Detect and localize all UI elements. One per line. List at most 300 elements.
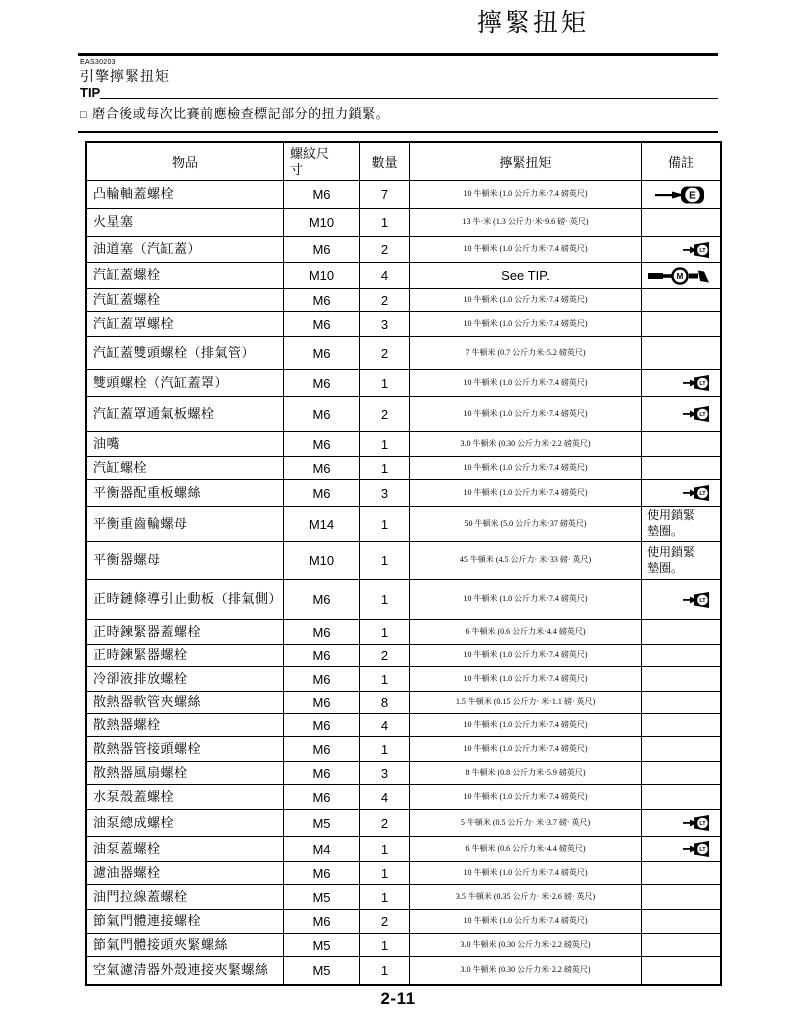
item-cell (87, 370, 284, 397)
quantity-cell (360, 181, 410, 209)
quantity-cell (360, 934, 410, 957)
torque-value: 3.0 牛頓米 (0.30 公斤力米·2.2 磅英尺) (460, 965, 591, 975)
torque-cell (410, 737, 642, 762)
quantity-value: 1 (380, 553, 389, 568)
item-label: 平衡器配重板螺絲 (93, 484, 202, 500)
item-label: 濾油器螺栓 (93, 864, 161, 880)
torque-value: 10 牛頓米 (1.0 公斤力米·7.4 磅英尺) (463, 189, 588, 199)
torque-cell (410, 289, 642, 312)
torque-cell (410, 209, 642, 237)
quantity-cell (360, 762, 410, 785)
table-row (87, 957, 720, 984)
remarks-cell (642, 645, 720, 667)
torque-value: 10 牛頓米 (1.0 公斤力米·7.4 磅英尺) (463, 867, 588, 877)
quantity-value: 4 (380, 717, 389, 733)
header-item-label: 物品 (171, 155, 198, 170)
item-cell (87, 737, 284, 762)
thread-size-cell (284, 432, 360, 457)
item-label: 油泵蓋螺栓 (93, 840, 161, 856)
torque-cell (410, 542, 642, 580)
item-cell (87, 181, 284, 209)
loctite-icon (682, 840, 712, 858)
remarks-cell (642, 457, 720, 480)
quantity-value: 1 (380, 624, 389, 640)
item-label: 節氣門體接頭夾緊螺絲 (93, 936, 229, 952)
item-label: 正時鏈條導引止動板（排氣側） (93, 591, 283, 607)
remarks-cell (642, 263, 720, 289)
remarks-cell (642, 810, 720, 837)
remarks-cell (642, 432, 720, 457)
section-heading: 引擎擰緊扭矩 (80, 70, 170, 85)
table-row (87, 837, 720, 862)
header-remarks (642, 143, 720, 181)
bullet-icon: □ (80, 109, 88, 121)
thread-size-value: M6 (312, 695, 331, 710)
torque-cell (410, 692, 642, 714)
item-label: 雙頭螺栓（汽缸蓋罩） (93, 374, 229, 390)
thread-size-value: M6 (312, 406, 331, 422)
header-quantity-label: 數量 (371, 155, 398, 170)
item-cell (87, 337, 284, 370)
torque-cell (410, 370, 642, 397)
item-cell (87, 957, 284, 984)
remarks-cell (642, 785, 720, 810)
quantity-cell (360, 885, 410, 910)
torque-value: 6 牛頓米 (0.6 公斤力米·4.4 磅英尺) (465, 843, 586, 853)
item-cell (87, 397, 284, 432)
table-row (87, 885, 720, 910)
quantity-value: 1 (380, 841, 389, 857)
thread-size-cell (284, 507, 360, 542)
torque-cell (410, 237, 642, 263)
torque-cell (410, 507, 642, 542)
remarks-cell (642, 667, 720, 692)
thread-size-value: M6 (312, 187, 331, 202)
remarks-cell (642, 885, 720, 910)
quantity-cell (360, 209, 410, 237)
torque-cell (410, 810, 642, 837)
torque-value: 50 牛頓米 (5.0 公斤力米·37 磅英尺) (464, 518, 587, 528)
table-row (87, 785, 720, 810)
table-row (87, 762, 720, 785)
remarks-cell (642, 957, 720, 984)
torque-cell (410, 620, 642, 645)
remarks-cell (642, 762, 720, 785)
tip-section-rule (78, 131, 718, 133)
table-row (87, 645, 720, 667)
tip-note-line (80, 103, 389, 122)
quantity-value: 1 (380, 215, 389, 230)
quantity-value: 3 (380, 316, 389, 332)
torque-cell (410, 312, 642, 337)
torque-value: 10 牛頓米 (1.0 公斤力米·7.4 磅英尺) (463, 377, 588, 387)
svg-text:E: E (689, 189, 696, 201)
quantity-cell (360, 837, 410, 862)
thread-size-value: M6 (312, 292, 331, 308)
item-label: 油泵總成螺栓 (93, 814, 175, 830)
table-row (87, 810, 720, 837)
table-body (87, 181, 720, 984)
item-label: 汽缸蓋螺栓 (93, 291, 161, 307)
torque-cell (410, 397, 642, 432)
header-thread-size-label: 螺紋尺寸 (290, 145, 330, 177)
loctite-icon (682, 591, 712, 609)
thread-size-value: M6 (312, 316, 331, 332)
item-label: 冷卻液排放螺栓 (93, 670, 188, 686)
torque-value: 10 牛頓米 (1.0 公斤力米·7.4 磅英尺) (463, 462, 588, 472)
quantity-cell (360, 957, 410, 984)
thread-size-value: M6 (312, 624, 331, 640)
thread-size-value: M6 (312, 242, 331, 257)
item-label: 正時鍊緊器螺栓 (93, 647, 188, 663)
quantity-value: 1 (380, 865, 389, 881)
quantity-cell (360, 785, 410, 810)
quantity-cell (360, 237, 410, 263)
quantity-cell (360, 289, 410, 312)
quantity-cell (360, 507, 410, 542)
torque-value: 10 牛頓米 (1.0 公斤力米·7.4 磅英尺) (463, 408, 588, 418)
thread-size-value: M6 (312, 375, 331, 391)
remarks-cell (642, 507, 720, 542)
thread-size-cell (284, 885, 360, 910)
svg-text:LT: LT (699, 381, 706, 387)
thread-size-cell (284, 237, 360, 263)
torque-value: 10 牛頓米 (1.0 公斤力米·7.4 磅英尺) (463, 791, 588, 801)
item-cell (87, 312, 284, 337)
table-row (87, 209, 720, 237)
quantity-cell (360, 737, 410, 762)
item-label: 凸輪軸蓋螺栓 (93, 186, 175, 202)
remarks-cell (642, 397, 720, 432)
thread-size-value: M6 (312, 345, 331, 361)
header-torque (410, 143, 642, 181)
thread-size-cell (284, 692, 360, 714)
svg-text:LT: LT (699, 491, 706, 497)
item-cell (87, 862, 284, 885)
item-cell (87, 885, 284, 910)
quantity-cell (360, 667, 410, 692)
item-cell (87, 542, 284, 580)
thread-size-value: M14 (308, 516, 335, 532)
thread-size-value: M6 (312, 485, 331, 501)
remarks-cell (642, 580, 720, 620)
item-label: 汽缸蓋罩螺栓 (93, 315, 175, 331)
table-row (87, 620, 720, 645)
item-cell (87, 209, 284, 237)
table-row (87, 263, 720, 289)
table-row (87, 457, 720, 480)
item-label: 油嘴 (93, 435, 121, 451)
quantity-value: 2 (380, 242, 389, 257)
header-torque-label: 擰緊扭矩 (499, 155, 552, 170)
table-row (87, 289, 720, 312)
quantity-cell (360, 397, 410, 432)
quantity-value: 2 (380, 406, 389, 422)
torque-value: 3.0 牛頓米 (0.30 公斤力米·2.2 磅英尺) (460, 939, 591, 949)
table-row (87, 580, 720, 620)
svg-text:LT: LT (699, 597, 706, 604)
thread-size-value: M6 (312, 717, 331, 733)
table-row (87, 181, 720, 209)
quantity-cell (360, 580, 410, 620)
item-cell (87, 432, 284, 457)
thread-size-cell (284, 580, 360, 620)
item-cell (87, 910, 284, 934)
quantity-cell (360, 263, 410, 289)
thread-size-value: M6 (312, 741, 331, 757)
svg-text:LT: LT (699, 247, 706, 254)
remarks-cell (642, 542, 720, 580)
torque-value: See TIP. (501, 267, 550, 283)
quantity-cell (360, 714, 410, 737)
torque-cell (410, 263, 642, 289)
remarks-cell (642, 692, 720, 714)
thread-size-cell (284, 397, 360, 432)
svg-text:LT: LT (699, 847, 706, 853)
header-item (87, 143, 284, 181)
remarks-cell (642, 837, 720, 862)
table-row (87, 542, 720, 580)
quantity-cell (360, 692, 410, 714)
remarks-cell (642, 862, 720, 885)
thread-size-cell (284, 667, 360, 692)
item-label: 散熱器軟管夾螺絲 (93, 694, 202, 710)
torque-value: 10 牛頓米 (1.0 公斤力米·7.4 磅英尺) (463, 244, 588, 254)
quantity-value: 3 (380, 485, 389, 501)
torque-value: 10 牛頓米 (1.0 公斤力米·7.4 磅英尺) (463, 650, 588, 660)
thread-size-cell (284, 862, 360, 885)
remark-note: 使用鎖緊墊圈。 (647, 508, 696, 538)
table-row (87, 862, 720, 885)
table-row (87, 737, 720, 762)
torque-cell (410, 957, 642, 984)
torque-table (85, 141, 722, 986)
item-label: 油道塞（汽缸蓋） (93, 241, 202, 257)
torque-cell (410, 785, 642, 810)
table-row (87, 667, 720, 692)
torque-value: 3.5 牛頓米 (0.35 公斤力· 米·2.6 磅· 英尺) (455, 891, 596, 901)
thread-size-cell (284, 645, 360, 667)
header-quantity (360, 143, 410, 181)
thread-size-value: M6 (312, 765, 331, 781)
remarks-cell (642, 370, 720, 397)
quantity-value: 7 (380, 187, 389, 202)
svg-text:LT: LT (699, 821, 706, 827)
molybdenum-grease-icon (648, 266, 714, 286)
thread-size-cell (284, 837, 360, 862)
remarks-cell (642, 934, 720, 957)
table-row (87, 507, 720, 542)
table-row (87, 910, 720, 934)
quantity-value: 1 (380, 889, 389, 905)
engine-oil-icon (655, 185, 707, 205)
torque-value: 8 牛頓米 (0.8 公斤力米·5.9 磅英尺) (465, 767, 586, 777)
item-label: 油門拉線蓋螺栓 (93, 888, 188, 904)
thread-size-value: M5 (312, 889, 331, 905)
loctite-icon (682, 405, 712, 423)
quantity-cell (360, 910, 410, 934)
item-cell (87, 263, 284, 289)
loctite-icon (682, 374, 712, 392)
page-title: 擰緊扭矩 (477, 10, 590, 37)
item-label: 散熱器管接頭螺栓 (93, 740, 202, 756)
torque-value: 10 牛頓米 (1.0 公斤力米·7.4 磅英尺) (463, 318, 588, 328)
remark-note: 使用鎖緊墊圈。 (647, 544, 696, 575)
loctite-icon (682, 241, 712, 259)
thread-size-cell (284, 620, 360, 645)
remarks-cell (642, 312, 720, 337)
torque-value: 10 牛頓米 (1.0 公斤力米·7.4 磅英尺) (463, 673, 588, 683)
thread-size-cell (284, 312, 360, 337)
thread-size-value: M6 (312, 436, 331, 452)
quantity-cell (360, 432, 410, 457)
tip-note-text: 磨合後或每次比賽前應檢查標記部分的扭力鎖緊。 (92, 106, 390, 121)
remarks-cell (642, 714, 720, 737)
torque-cell (410, 934, 642, 957)
item-label: 汽缸螺栓 (93, 459, 148, 475)
item-cell (87, 480, 284, 507)
thread-size-cell (284, 762, 360, 785)
item-cell (87, 580, 284, 620)
torque-value: 10 牛頓米 (1.0 公斤力米·7.4 磅英尺) (463, 594, 588, 604)
table-row (87, 934, 720, 957)
torque-cell (410, 714, 642, 737)
quantity-value: 1 (380, 671, 389, 687)
top-rule (78, 53, 718, 56)
torque-cell (410, 667, 642, 692)
quantity-cell (360, 862, 410, 885)
torque-value: 10 牛頓米 (1.0 公斤力米·7.4 磅英尺) (463, 916, 588, 926)
header-remarks-label: 備註 (667, 155, 694, 170)
quantity-cell (360, 337, 410, 370)
thread-size-value: M5 (312, 815, 331, 831)
table-row (87, 480, 720, 507)
torque-value: 5 牛頓米 (0.5 公斤力· 米·3.7 磅· 英尺) (460, 817, 591, 827)
torque-value: 45 牛頓米 (4.5 公斤力· 米·33 磅· 英尺) (459, 555, 592, 565)
item-cell (87, 785, 284, 810)
item-label: 汽缸蓋罩通氣板螺栓 (93, 405, 215, 421)
thread-size-cell (284, 370, 360, 397)
torque-value: 6 牛頓米 (0.6 公斤力米·4.4 磅英尺) (465, 626, 586, 636)
item-cell (87, 667, 284, 692)
section-code: EAS30203 (80, 59, 116, 66)
torque-cell (410, 480, 642, 507)
remarks-cell (642, 181, 720, 209)
thread-size-cell (284, 542, 360, 580)
thread-size-value: M4 (312, 841, 331, 857)
thread-size-value: M6 (312, 460, 331, 476)
quantity-value: 1 (380, 741, 389, 757)
item-cell (87, 762, 284, 785)
quantity-cell (360, 312, 410, 337)
quantity-cell (360, 370, 410, 397)
thread-size-cell (284, 737, 360, 762)
quantity-value: 1 (380, 937, 389, 953)
quantity-value: 2 (380, 648, 389, 663)
svg-text:M: M (676, 271, 684, 281)
torque-value: 10 牛頓米 (1.0 公斤力米·7.4 磅英尺) (463, 743, 588, 753)
thread-size-value: M6 (312, 914, 331, 929)
quantity-value: 1 (380, 963, 389, 978)
svg-text:LT: LT (699, 412, 706, 418)
loctite-icon (682, 814, 712, 832)
remarks-cell (642, 337, 720, 370)
quantity-value: 1 (380, 516, 389, 532)
item-cell (87, 457, 284, 480)
item-cell (87, 620, 284, 645)
page-number: 2-11 (380, 989, 416, 1008)
item-cell (87, 837, 284, 862)
thread-size-cell (284, 263, 360, 289)
torque-cell (410, 910, 642, 934)
table-row (87, 312, 720, 337)
torque-value: 3.0 牛頓米 (0.30 公斤力米·2.2 磅英尺) (460, 438, 591, 448)
thread-size-value: M6 (312, 671, 331, 687)
thread-size-value: M6 (312, 592, 331, 607)
item-label: 火星塞 (93, 214, 134, 230)
item-label: 汽缸蓋雙頭螺栓（排氣管） (93, 344, 256, 360)
torque-value: 10 牛頓米 (1.0 公斤力米·7.4 磅英尺) (463, 719, 588, 729)
thread-size-value: M5 (312, 963, 331, 978)
thread-size-cell (284, 785, 360, 810)
item-label: 正時鍊緊器蓋螺栓 (93, 623, 202, 639)
quantity-value: 2 (380, 292, 389, 308)
item-label: 平衡重齒輪螺母 (93, 515, 188, 531)
quantity-cell (360, 810, 410, 837)
quantity-value: 2 (380, 914, 389, 929)
torque-cell (410, 762, 642, 785)
item-label: 平衡器螺母 (93, 552, 161, 568)
table-row (87, 432, 720, 457)
thread-size-cell (284, 957, 360, 984)
table-row (87, 692, 720, 714)
tip-header (80, 86, 718, 99)
thread-size-cell (284, 910, 360, 934)
quantity-value: 1 (380, 375, 389, 391)
quantity-cell (360, 457, 410, 480)
thread-size-cell (284, 480, 360, 507)
thread-size-cell (284, 337, 360, 370)
table-row (87, 237, 720, 263)
torque-cell (410, 457, 642, 480)
quantity-value: 8 (380, 695, 389, 710)
table-header-row (87, 143, 720, 181)
quantity-value: 1 (380, 436, 389, 452)
item-cell (87, 714, 284, 737)
quantity-cell (360, 645, 410, 667)
table-row (87, 370, 720, 397)
item-label: 水泵殼蓋螺栓 (93, 788, 175, 804)
thread-size-cell (284, 209, 360, 237)
torque-cell (410, 181, 642, 209)
loctite-icon (682, 484, 712, 502)
quantity-cell (360, 620, 410, 645)
quantity-value: 3 (380, 765, 389, 781)
item-cell (87, 237, 284, 263)
item-label: 汽缸蓋螺栓 (93, 267, 161, 283)
quantity-value: 2 (380, 345, 389, 361)
torque-cell (410, 432, 642, 457)
thread-size-value: M10 (308, 215, 335, 230)
remarks-cell (642, 289, 720, 312)
item-cell (87, 934, 284, 957)
quantity-value: 4 (380, 789, 389, 805)
quantity-value: 1 (380, 460, 389, 476)
remarks-cell (642, 620, 720, 645)
thread-size-cell (284, 181, 360, 209)
item-cell (87, 289, 284, 312)
thread-size-cell (284, 457, 360, 480)
